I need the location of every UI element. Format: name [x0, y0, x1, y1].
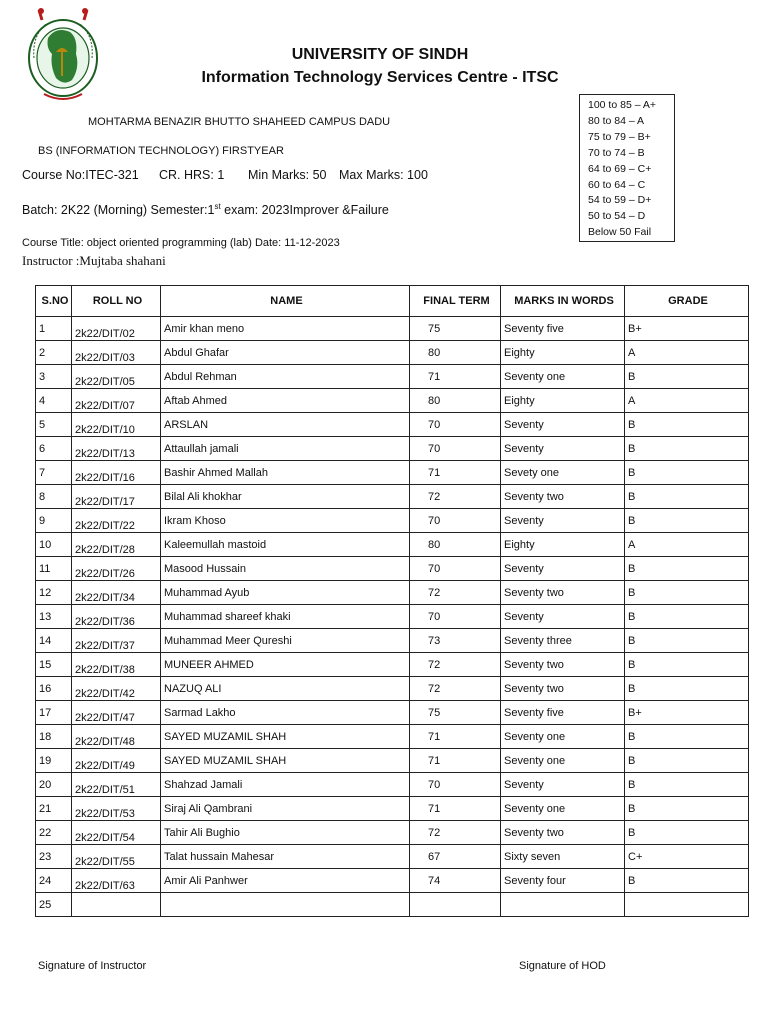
- cell-marks-in-words: Seventy: [501, 605, 625, 629]
- cell-name: Ikram Khoso: [161, 509, 410, 533]
- cell-final-term: 72: [410, 653, 501, 677]
- cell-marks-in-words: Seventy two: [501, 581, 625, 605]
- batch-line: [22, 202, 389, 217]
- cell-name: Bilal Ali khokhar: [161, 485, 410, 509]
- table-row: [36, 653, 749, 677]
- cell-grade: B: [625, 437, 749, 461]
- cell-final-term: 73: [410, 629, 501, 653]
- cell-marks-in-words: Eighty: [501, 341, 625, 365]
- cell-grade: B: [625, 557, 749, 581]
- cell-name: Abdul Rehman: [161, 365, 410, 389]
- cell-name: Abdul Ghafar: [161, 341, 410, 365]
- column-header-grade: GRADE: [625, 286, 749, 317]
- cell-marks-in-words: Seventy two: [501, 485, 625, 509]
- column-header-final-term: FINAL TERM: [410, 286, 501, 317]
- cell-sno: 17: [36, 701, 72, 725]
- cell-marks-in-words: [501, 893, 625, 917]
- table-row: [36, 821, 749, 845]
- table-row: [36, 629, 749, 653]
- cell-roll-no: [72, 893, 161, 917]
- cell-final-term: 70: [410, 557, 501, 581]
- table-row: [36, 461, 749, 485]
- cell-sno: 25: [36, 893, 72, 917]
- cell-roll-no: 2k22/DIT/13: [72, 437, 161, 461]
- cell-marks-in-words: Seventy: [501, 437, 625, 461]
- table-row: [36, 701, 749, 725]
- cell-grade: B: [625, 797, 749, 821]
- cell-final-term: 70: [410, 773, 501, 797]
- cell-name: Attaullah jamali: [161, 437, 410, 461]
- cell-roll-no: 2k22/DIT/48: [72, 725, 161, 749]
- cell-name: Sarmad Lakho: [161, 701, 410, 725]
- column-header-sno: S.NO: [36, 286, 72, 317]
- instructor-name: Instructor :Mujtaba shahani: [22, 253, 166, 268]
- university-logo: [26, 8, 100, 104]
- batch-semester: Batch: 2K22 (Morning) Semester:1: [22, 203, 215, 218]
- table-row: [36, 749, 749, 773]
- column-header-marks-in-words: MARKS IN WORDS: [501, 286, 625, 317]
- cell-final-term: 74: [410, 869, 501, 893]
- table-row: [36, 845, 749, 869]
- cell-final-term: 80: [410, 389, 501, 413]
- grade-scale-item: 50 to 54 – D: [588, 210, 646, 223]
- table-row: [36, 389, 749, 413]
- centre-title: Information Technology Services Centre - ITSC: [201, 69, 559, 86]
- cell-name: Bashir Ahmed Mallah: [161, 461, 410, 485]
- table-row: [36, 725, 749, 749]
- cell-name: Aftab Ahmed: [161, 389, 410, 413]
- grade-scale-item: Below 50 Fail: [588, 226, 652, 239]
- cell-grade: A: [625, 389, 749, 413]
- cell-sno: 24: [36, 869, 72, 893]
- cell-grade: [625, 893, 749, 917]
- exam-type: exam: 2023Improver &Failure: [220, 203, 389, 218]
- cell-grade: B: [625, 413, 749, 437]
- cell-roll-no: 2k22/DIT/63: [72, 869, 161, 893]
- cell-name: Talat hussain Mahesar: [161, 845, 410, 869]
- cell-final-term: 72: [410, 821, 501, 845]
- cell-roll-no: 2k22/DIT/10: [72, 413, 161, 437]
- cell-grade: B: [625, 629, 749, 653]
- table-row: [36, 893, 749, 917]
- cell-final-term: 70: [410, 605, 501, 629]
- cell-name: Kaleemullah mastoid: [161, 533, 410, 557]
- cell-roll-no: 2k22/DIT/16: [72, 461, 161, 485]
- table-row: [36, 437, 749, 461]
- cell-sno: 15: [36, 653, 72, 677]
- cell-roll-no: 2k22/DIT/42: [72, 677, 161, 701]
- cell-grade: B: [625, 869, 749, 893]
- cell-sno: 2: [36, 341, 72, 365]
- grade-scale-item: 60 to 64 – C: [588, 178, 646, 191]
- table-header-row: [36, 286, 749, 317]
- table-row: [36, 677, 749, 701]
- cell-marks-in-words: Seventy one: [501, 749, 625, 773]
- cell-final-term: 67: [410, 845, 501, 869]
- cell-marks-in-words: Seventy: [501, 413, 625, 437]
- cell-grade: B: [625, 773, 749, 797]
- cell-roll-no: 2k22/DIT/54: [72, 821, 161, 845]
- cell-final-term: 70: [410, 437, 501, 461]
- table-row: [36, 773, 749, 797]
- program-name: BS (INFORMATION TECHNOLOGY) FIRSTYEAR: [38, 145, 284, 157]
- cell-sno: 7: [36, 461, 72, 485]
- credit-hours: CR. HRS: 1: [159, 168, 225, 182]
- cell-marks-in-words: Seventy two: [501, 653, 625, 677]
- cell-final-term: 70: [410, 509, 501, 533]
- column-header-name: NAME: [161, 286, 410, 317]
- cell-grade: B: [625, 365, 749, 389]
- cell-marks-in-words: Sevety one: [501, 461, 625, 485]
- cell-roll-no: 2k22/DIT/34: [72, 581, 161, 605]
- cell-name: Amir khan meno: [161, 317, 410, 341]
- cell-name: ARSLAN: [161, 413, 410, 437]
- table-row: [36, 533, 749, 557]
- table-row: [36, 869, 749, 893]
- cell-grade: A: [625, 341, 749, 365]
- cell-marks-in-words: Seventy: [501, 773, 625, 797]
- grade-scale-item: 100 to 85 – A+: [588, 99, 657, 111]
- cell-name: Muhammad shareef khaki: [161, 605, 410, 629]
- cell-name: Masood Hussain: [161, 557, 410, 581]
- cell-roll-no: 2k22/DIT/02: [72, 317, 161, 341]
- cell-sno: 11: [36, 557, 72, 581]
- cell-sno: 21: [36, 797, 72, 821]
- cell-marks-in-words: Seventy five: [501, 701, 625, 725]
- campus-name: MOHTARMA BENAZIR BHUTTO SHAHEED CAMPUS DADU: [88, 116, 391, 128]
- cell-roll-no: 2k22/DIT/07: [72, 389, 161, 413]
- cell-final-term: 71: [410, 461, 501, 485]
- cell-sno: 1: [36, 317, 72, 341]
- cell-name: Siraj Ali Qambrani: [161, 797, 410, 821]
- cell-sno: 3: [36, 365, 72, 389]
- table-row: [36, 605, 749, 629]
- cell-name: Shahzad Jamali: [161, 773, 410, 797]
- cell-grade: B: [625, 605, 749, 629]
- table-row: [36, 581, 749, 605]
- cell-marks-in-words: Seventy: [501, 557, 625, 581]
- cell-roll-no: 2k22/DIT/03: [72, 341, 161, 365]
- cell-sno: 9: [36, 509, 72, 533]
- cell-marks-in-words: Seventy: [501, 509, 625, 533]
- cell-name: [161, 893, 410, 917]
- cell-grade: C+: [625, 845, 749, 869]
- cell-grade: B+: [625, 317, 749, 341]
- cell-grade: B: [625, 677, 749, 701]
- cell-marks-in-words: Seventy two: [501, 821, 625, 845]
- cell-sno: 12: [36, 581, 72, 605]
- cell-roll-no: 2k22/DIT/38: [72, 653, 161, 677]
- cell-final-term: 72: [410, 485, 501, 509]
- cell-final-term: 71: [410, 797, 501, 821]
- hod-signature-label: Signature of HOD: [519, 960, 606, 972]
- cell-sno: 6: [36, 437, 72, 461]
- cell-name: MUNEER AHMED: [161, 653, 410, 677]
- cell-name: Tahir Ali Bughio: [161, 821, 410, 845]
- cell-final-term: 80: [410, 341, 501, 365]
- university-title: UNIVERSITY OF SINDH: [291, 46, 469, 63]
- cell-sno: 8: [36, 485, 72, 509]
- cell-grade: B: [625, 821, 749, 845]
- grade-scale-item: 80 to 84 – A: [588, 114, 645, 127]
- cell-marks-in-words: Seventy one: [501, 797, 625, 821]
- cell-roll-no: 2k22/DIT/51: [72, 773, 161, 797]
- cell-name: SAYED MUZAMIL SHAH: [161, 749, 410, 773]
- cell-grade: B+: [625, 701, 749, 725]
- cell-sno: 23: [36, 845, 72, 869]
- cell-roll-no: 2k22/DIT/49: [72, 749, 161, 773]
- cell-sno: 19: [36, 749, 72, 773]
- cell-grade: B: [625, 461, 749, 485]
- cell-final-term: 80: [410, 533, 501, 557]
- grade-scale-item: 70 to 74 – B: [588, 146, 645, 159]
- cell-final-term: 75: [410, 701, 501, 725]
- cell-final-term: 71: [410, 725, 501, 749]
- cell-roll-no: 2k22/DIT/26: [72, 557, 161, 581]
- cell-roll-no: 2k22/DIT/05: [72, 365, 161, 389]
- course-title-date: Course Title: object oriented programming (lab) Date: 11-12-2023: [22, 237, 340, 249]
- cell-grade: B: [625, 485, 749, 509]
- semester-ordinal: st: [214, 202, 221, 211]
- cell-sno: 5: [36, 413, 72, 437]
- min-marks: Min Marks: 50: [248, 168, 327, 182]
- cell-roll-no: 2k22/DIT/28: [72, 533, 161, 557]
- cell-name: SAYED MUZAMIL SHAH: [161, 725, 410, 749]
- cell-sno: 16: [36, 677, 72, 701]
- cell-final-term: 75: [410, 317, 501, 341]
- cell-roll-no: 2k22/DIT/37: [72, 629, 161, 653]
- cell-grade: B: [625, 725, 749, 749]
- cell-marks-in-words: Seventy three: [501, 629, 625, 653]
- table-row: [36, 557, 749, 581]
- cell-name: NAZUQ ALI: [161, 677, 410, 701]
- cell-roll-no: 2k22/DIT/17: [72, 485, 161, 509]
- cell-sno: 4: [36, 389, 72, 413]
- cell-grade: B: [625, 581, 749, 605]
- cell-name: Muhammad Ayub: [161, 581, 410, 605]
- cell-marks-in-words: Seventy five: [501, 317, 625, 341]
- cell-sno: 22: [36, 821, 72, 845]
- cell-roll-no: 2k22/DIT/55: [72, 845, 161, 869]
- cell-grade: B: [625, 749, 749, 773]
- cell-final-term: 72: [410, 581, 501, 605]
- cell-sno: 10: [36, 533, 72, 557]
- cell-roll-no: 2k22/DIT/36: [72, 605, 161, 629]
- cell-grade: B: [625, 653, 749, 677]
- cell-marks-in-words: Sixty seven: [501, 845, 625, 869]
- course-number: Course No:ITEC-321: [22, 168, 139, 182]
- cell-marks-in-words: Seventy four: [501, 869, 625, 893]
- cell-sno: 13: [36, 605, 72, 629]
- table-row: [36, 797, 749, 821]
- cell-final-term: 71: [410, 365, 501, 389]
- cell-sno: 18: [36, 725, 72, 749]
- grade-scale-item: 75 to 79 – B+: [588, 130, 651, 143]
- cell-marks-in-words: Eighty: [501, 533, 625, 557]
- cell-name: Muhammad Meer Qureshi: [161, 629, 410, 653]
- cell-final-term: 71: [410, 749, 501, 773]
- cell-roll-no: 2k22/DIT/47: [72, 701, 161, 725]
- max-marks: Max Marks: 100: [339, 168, 428, 182]
- column-header-roll-no: ROLL NO: [72, 286, 161, 317]
- table-row: [36, 413, 749, 437]
- table-row: [36, 341, 749, 365]
- table-row: [36, 317, 749, 341]
- table-row: [36, 485, 749, 509]
- cell-marks-in-words: Eighty: [501, 389, 625, 413]
- marks-table: [35, 285, 749, 917]
- cell-sno: 20: [36, 773, 72, 797]
- grade-scale-item: 64 to 69 – C+: [588, 162, 652, 175]
- cell-sno: 14: [36, 629, 72, 653]
- cell-grade: A: [625, 533, 749, 557]
- cell-roll-no: 2k22/DIT/22: [72, 509, 161, 533]
- table-row: [36, 509, 749, 533]
- cell-marks-in-words: Seventy one: [501, 365, 625, 389]
- cell-final-term: 70: [410, 413, 501, 437]
- instructor-signature-label: Signature of Instructor: [38, 960, 147, 972]
- cell-marks-in-words: Seventy one: [501, 725, 625, 749]
- cell-name: Amir Ali Panhwer: [161, 869, 410, 893]
- cell-roll-no: 2k22/DIT/53: [72, 797, 161, 821]
- grade-scale-box: [579, 94, 675, 242]
- cell-final-term: [410, 893, 501, 917]
- table-row: [36, 365, 749, 389]
- cell-marks-in-words: Seventy two: [501, 677, 625, 701]
- grade-scale-item: 54 to 59 – D+: [588, 194, 652, 207]
- cell-final-term: 72: [410, 677, 501, 701]
- cell-grade: B: [625, 509, 749, 533]
